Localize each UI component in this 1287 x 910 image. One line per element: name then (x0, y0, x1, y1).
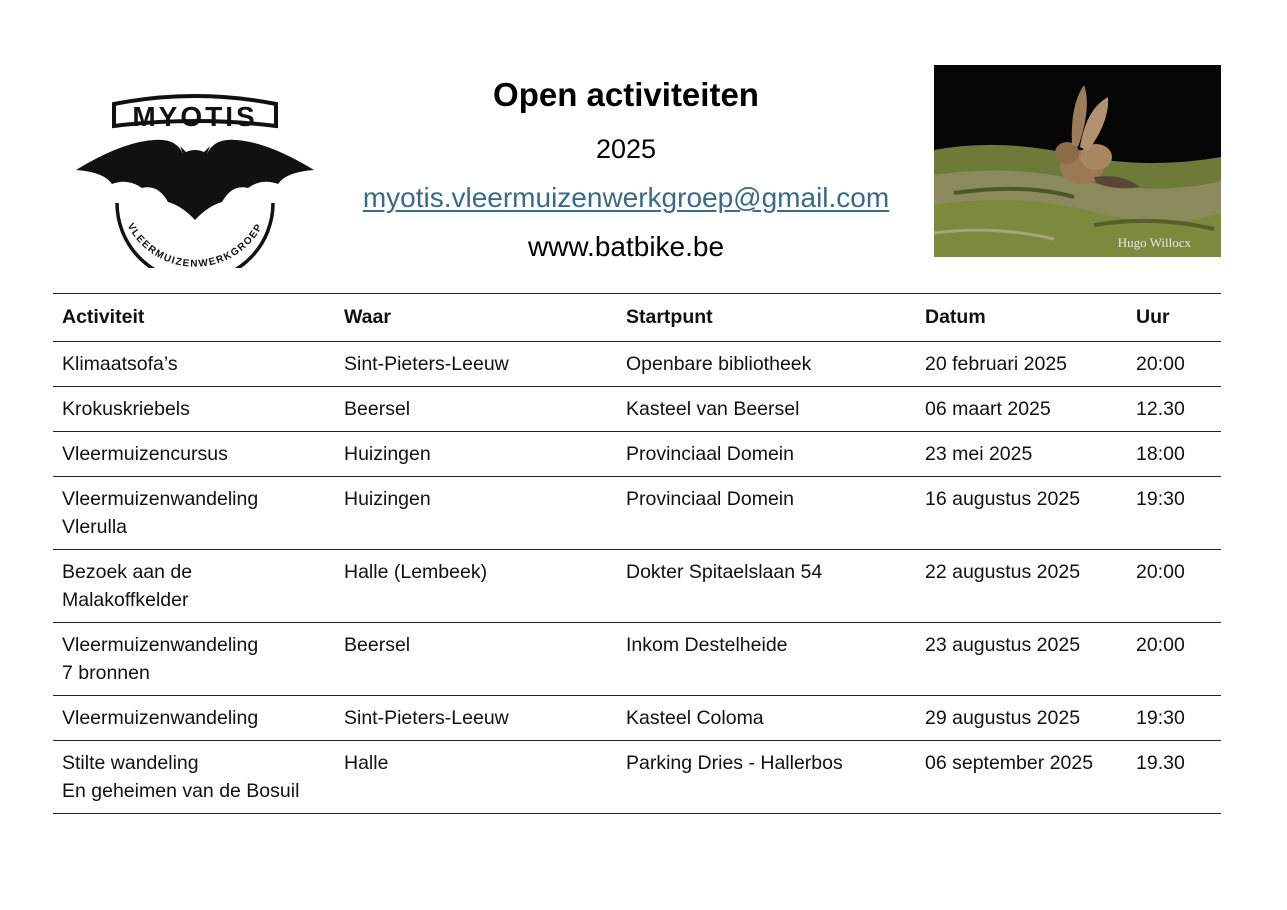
column-header-startpunt: Startpunt (617, 294, 916, 342)
activiteit-text: Vleermuizenwandeling (62, 707, 259, 729)
activiteit-text: Krokuskriebels (62, 398, 190, 420)
cell-uur: 20:00 (1127, 342, 1221, 387)
activiteit-text: Bezoek aan de (62, 561, 193, 583)
table-row (53, 342, 1221, 387)
bat-photo (934, 65, 1221, 257)
activiteit-text: Vleermuizencursus (62, 443, 228, 465)
activiteit-text-line2: 7 bronnen (62, 662, 150, 684)
cell-waar: Huizingen (335, 477, 617, 550)
column-header-uur: Uur (1127, 294, 1221, 342)
activiteit-text: Stilte wandeling (62, 752, 199, 774)
table-row (53, 432, 1221, 477)
logo-subtitle: VLEERMUIZENWERKGROEP (124, 221, 266, 268)
cell-startpunt: Provinciaal Domein (617, 477, 916, 550)
activiteit-text-line2: Malakoffkelder (62, 589, 189, 611)
cell-activiteit (53, 696, 335, 741)
cell-uur: 12.30 (1127, 387, 1221, 432)
website-link[interactable]: www.batbike.be (527, 231, 725, 262)
cell-waar: Beersel (335, 387, 617, 432)
cell-uur: 20:00 (1127, 623, 1221, 696)
cell-datum: 06 september 2025 (916, 741, 1127, 814)
year-label: 2025 (595, 134, 657, 164)
myotis-logo (72, 88, 318, 268)
table-row (53, 550, 1221, 623)
cell-datum: 23 augustus 2025 (916, 623, 1127, 696)
logo-title: MYOTIS (132, 101, 258, 132)
cell-waar: Sint-Pieters-Leeuw (335, 696, 617, 741)
activiteit-text: Vleermuizenwandeling (62, 634, 259, 656)
cell-activiteit (53, 477, 335, 550)
activiteit-text: Vleermuizenwandeling (62, 488, 259, 510)
cell-startpunt: Dokter Spitaelslaan 54 (617, 550, 916, 623)
cell-datum: 20 februari 2025 (916, 342, 1127, 387)
page-title: Open activiteiten (493, 76, 759, 113)
cell-uur: 19.30 (1127, 741, 1221, 814)
column-header-activiteit: Activiteit (53, 294, 335, 342)
email-link[interactable]: myotis.vleermuizenwerkgroep@gmail.com (362, 182, 890, 213)
column-header-datum: Datum (916, 294, 1127, 342)
photo-credit: Hugo Willocx (1117, 235, 1191, 250)
cell-datum: 16 augustus 2025 (916, 477, 1127, 550)
cell-startpunt: Parking Dries - Hallerbos (617, 741, 916, 814)
column-header-waar: Waar (335, 294, 617, 342)
cell-waar: Huizingen (335, 432, 617, 477)
cell-waar: Beersel (335, 623, 617, 696)
cell-uur: 19:30 (1127, 477, 1221, 550)
table-row (53, 741, 1221, 814)
cell-startpunt: Openbare bibliotheek (617, 342, 916, 387)
activities-table (53, 293, 1221, 814)
cell-startpunt: Kasteel Coloma (617, 696, 916, 741)
cell-datum: 06 maart 2025 (916, 387, 1127, 432)
cell-datum: 23 mei 2025 (916, 432, 1127, 477)
cell-activiteit (53, 387, 335, 432)
cell-waar: Halle (335, 741, 617, 814)
activiteit-text-line2: En geheimen van de Bosuil (62, 780, 300, 802)
table-row (53, 623, 1221, 696)
cell-activiteit (53, 741, 335, 814)
cell-datum: 29 augustus 2025 (916, 696, 1127, 741)
activiteit-text: Klimaatsofa’s (62, 353, 178, 375)
cell-startpunt: Provinciaal Domein (617, 432, 916, 477)
table-row (53, 477, 1221, 550)
cell-activiteit (53, 342, 335, 387)
cell-activiteit (53, 432, 335, 477)
svg-text:VLEERMUIZENWERKGROEP (125, 221, 266, 268)
table-row (53, 387, 1221, 432)
cell-waar: Sint-Pieters-Leeuw (335, 342, 617, 387)
cell-activiteit (53, 623, 335, 696)
cell-activiteit (53, 550, 335, 623)
cell-uur: 19:30 (1127, 696, 1221, 741)
cell-waar: Halle (Lembeek) (335, 550, 617, 623)
cell-datum: 22 augustus 2025 (916, 550, 1127, 623)
cell-uur: 18:00 (1127, 432, 1221, 477)
cell-startpunt: Kasteel van Beersel (617, 387, 916, 432)
table-row (53, 696, 1221, 741)
table-header-row (53, 294, 1221, 342)
cell-uur: 20:00 (1127, 550, 1221, 623)
cell-startpunt: Inkom Destelheide (617, 623, 916, 696)
activiteit-text-line2: Vlerulla (62, 516, 128, 538)
